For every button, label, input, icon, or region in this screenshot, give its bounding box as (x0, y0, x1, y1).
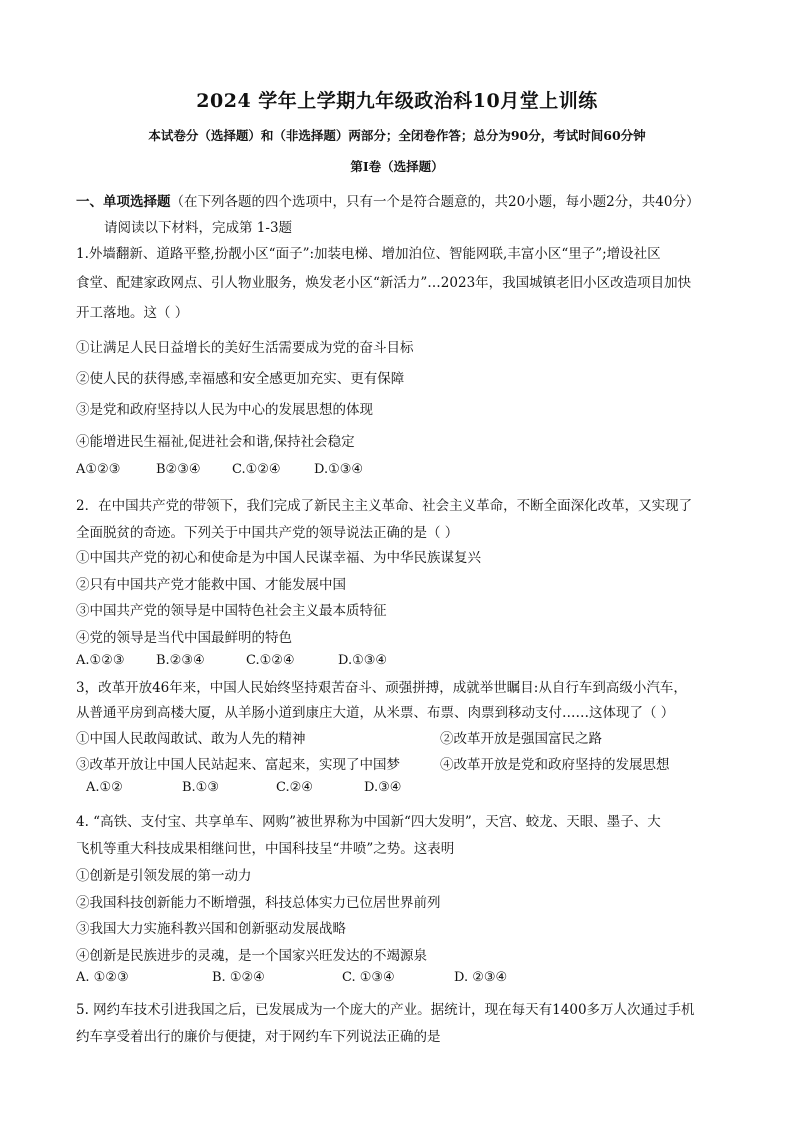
q1-option-b[interactable]: B②③④ (156, 462, 201, 477)
q2-statement-4: ④党的领导是当代中国最鲜明的特色 (76, 630, 292, 646)
section-heading (76, 190, 699, 210)
q2-option-b[interactable]: B.②③④ (156, 653, 205, 668)
part-heading: 第I卷（选择题） (350, 159, 444, 174)
q3-stem-line-2: 从普通平房到高楼大厦，从羊肠小道到康庄大道，从米票、布票、肉票到移动支付……这体现了（ ） (76, 705, 675, 721)
q2-stem-line-1: 2．在中国共产党的带领下，我们完成了新民主主义革命、社会主义革命，不断全面深化改革，又实现了 (76, 498, 693, 514)
q5-stem-line-1: 5. 网约车技术引进我国之后，已发展成为一个庞大的产业。据统计，现在每天有1400多万人次通过手机 (76, 1002, 695, 1018)
q3-option-b[interactable]: B.①③ (182, 780, 219, 795)
q4-option-b[interactable]: B. ①②④ (212, 970, 265, 985)
q2-statement-1: ①中国共产党的初心和使命是为中国人民谋幸福、为中华民族谋复兴 (76, 550, 481, 566)
q2-stem-line-2: 全面脱贫的奇迹。下列关于中国共产党的领导说法正确的是（ ） (76, 525, 459, 541)
q1-statement-3: ③是党和政府坚持以人民为中心的发展思想的体现 (76, 402, 373, 418)
q2-option-a[interactable]: A.①②③ (76, 653, 125, 668)
q3-stem-line-1: 3，改革开放46年来，中国人民始终坚持艰苦奋斗、顽强拼搏，成就举世瞩目:从自行车到高级小汽车， (76, 680, 687, 696)
q3-option-a[interactable]: A.①② (86, 780, 123, 795)
q1-option-a[interactable]: A①②③ (76, 462, 121, 477)
q2-statement-2: ②只有中国共产党才能救中国、才能发展中国 (76, 577, 346, 593)
q3-statement-4: ④改革开放是党和政府坚持的发展思想 (440, 757, 670, 773)
q1-stem-line-3: 开工落地。这（ ） (76, 305, 189, 321)
q4-statement-4: ④创新是民族进步的灵魂，是一个国家兴旺发达的不竭源泉 (76, 948, 427, 964)
q4-statement-2: ②我国科技创新能力不断增强，科技总体实力已位居世界前列 (76, 895, 441, 911)
q1-option-d[interactable]: D.①③④ (314, 462, 364, 477)
q3-statement-1: ①中国人民敢闯敢试、敢为人先的精神 (76, 731, 306, 747)
q1-statement-4: ④能增进民生福祉,促进社会和谐,保持社会稳定 (76, 434, 355, 450)
q4-stem-line-2: 飞机等重大科技成果相继问世，中国科技呈“井喷”之势。这表明 (76, 841, 455, 857)
q2-statement-3: ③中国共产党的领导是中国特色社会主义最本质特征 (76, 603, 387, 619)
q4-option-c[interactable]: C. ①③④ (342, 970, 395, 985)
material-note: 请阅读以下材料，完成第 1-3题 (104, 220, 293, 236)
q3-statement-2: ②改革开放是强国富民之路 (440, 731, 602, 747)
q1-statement-1: ①让满足人民日益增长的美好生活需要成为党的奋斗目标 (76, 340, 414, 356)
q2-option-d[interactable]: D.①③④ (338, 653, 388, 668)
q4-option-d[interactable]: D. ②③④ (454, 970, 508, 985)
q4-statement-1: ①创新是引领发展的第一动力 (76, 868, 252, 884)
q4-option-a[interactable]: A. ①②③ (76, 970, 129, 985)
q2-option-c[interactable]: C.①②④ (246, 653, 295, 668)
q1-stem-line-1: 1.外墙翻新、道路平整,扮靓小区“面子”:加装电梯、增加泊位、智能网联,丰富小区“里子”;增设社区 (76, 246, 661, 262)
q4-stem-line-1: 4. “高铁、支付宝、共享单车、网购”被世界称为中国新“四大发明”，天宫、蛟龙、天眼、墨子、大 (76, 814, 661, 830)
q3-option-d[interactable]: D.③④ (364, 780, 402, 795)
page-title: 2024 学年上学期九年级政治科10月堂上训练 (196, 90, 598, 112)
exam-instructions: 本试卷分（选择题）和（非选择题）两部分；全闭卷作答；总分为90分，考试时间60分钟 (148, 128, 646, 143)
q3-statement-3: ③改革开放让中国人民站起来、富起来，实现了中国梦 (76, 757, 400, 773)
q4-statement-3: ③我国大力实施科教兴国和创新驱动发展战略 (76, 921, 346, 937)
q5-stem-line-2: 约车享受着出行的廉价与便捷，对于网约车下列说法正确的是 (76, 1029, 441, 1045)
q1-statement-2: ②使人民的获得感,幸福感和安全感更加充实、更有保障 (76, 371, 405, 387)
section-title: 一、单项选择题 (76, 194, 171, 210)
section-instruction: （在下列各题的四个选项中，只有一个是符合题意的，共20小题，每小题2分，共40分） (170, 194, 700, 210)
q3-option-c[interactable]: C.②④ (276, 780, 313, 795)
q1-stem-line-2: 食堂、配建家政网点、引人物业服务，焕发老小区“新活力”…2023年，我国城镇老旧小区改造项目加快 (76, 275, 692, 291)
q1-option-c[interactable]: C.①②④ (232, 462, 281, 477)
